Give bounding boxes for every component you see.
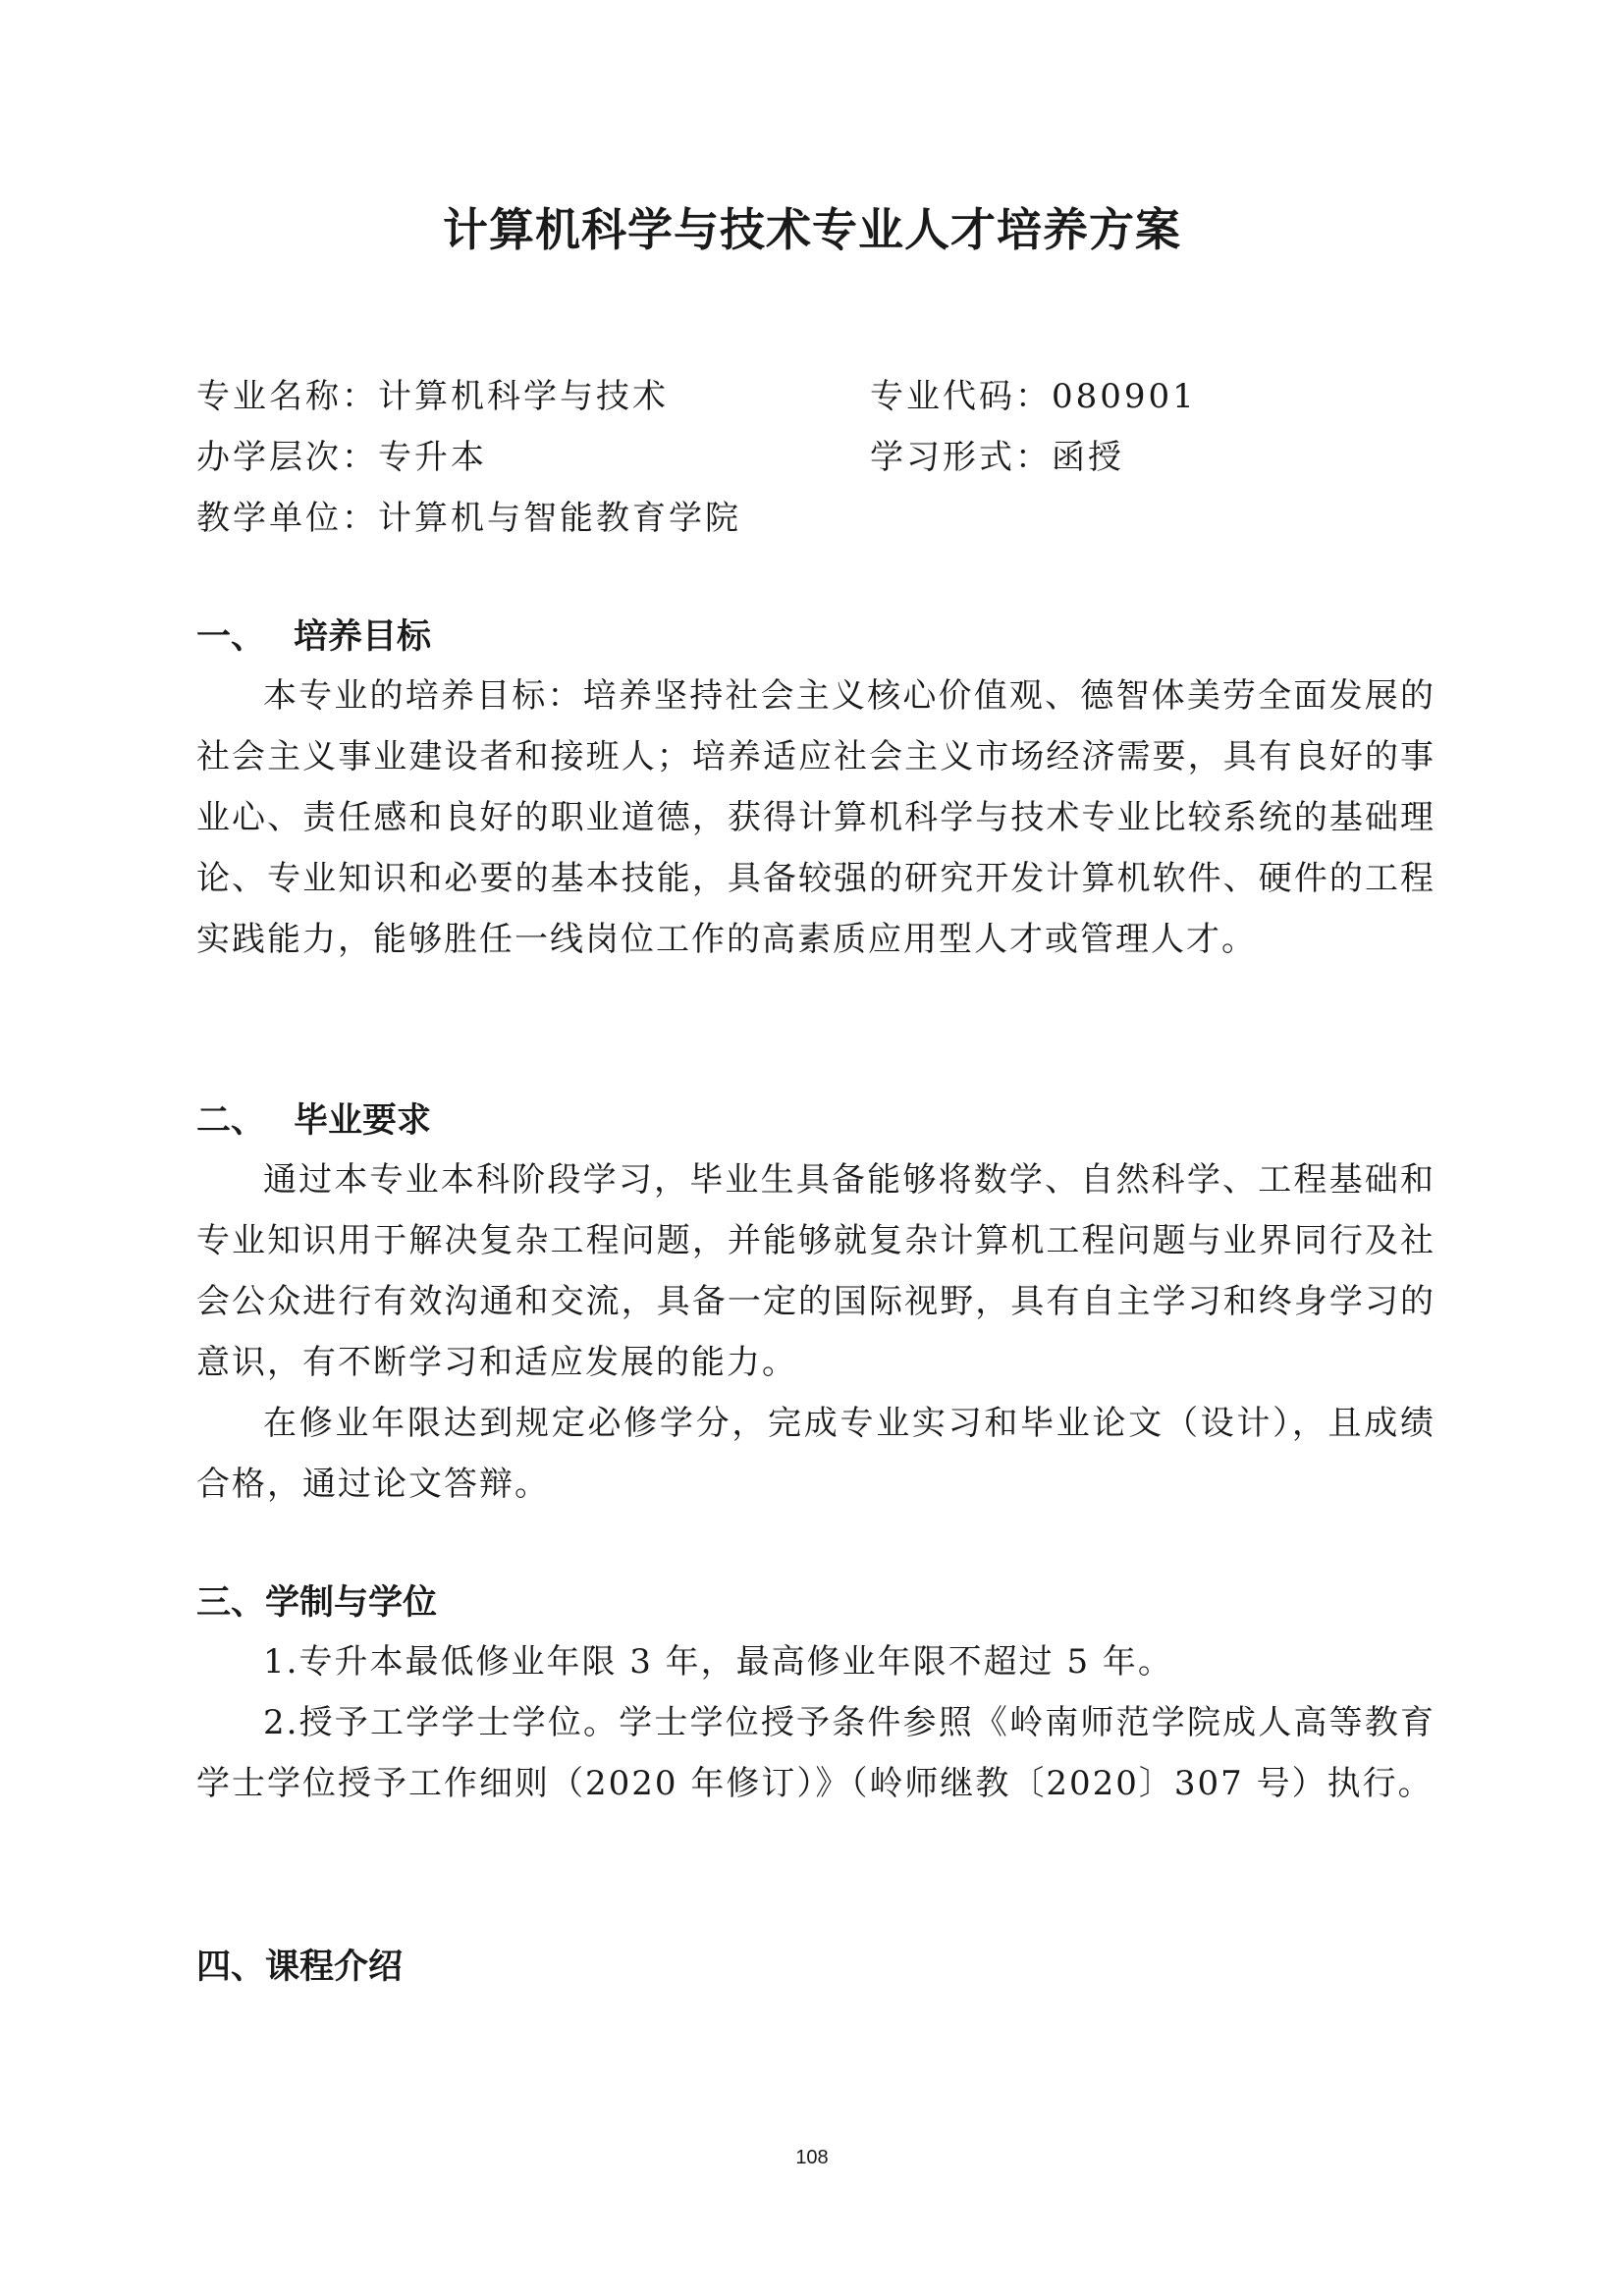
section-number: 四、 [196,1948,266,1987]
paragraph: 在修业年限达到规定必修学分，完成专业实习和毕业论文（设计），且成绩合格，通过论文答辩。 [196,1404,1435,1504]
page-number: 108 [795,2147,829,2168]
section-training-objectives [196,609,1435,970]
info-row [196,366,1434,427]
study-mode: 学习形式：函授 [870,438,1124,477]
section-course-introduction [196,1939,1435,1996]
section-title: 毕业要求 [294,1101,432,1141]
paragraph: 本专业的培养目标：培养坚持社会主义核心价值观、德智体美劳全面发展的社会主义事业建设者和接班人；培养适应社会主义市场经济需要，具有良好的事业心、责任感和良好的职业道德，获得计算机科学与技术专业比较系统的基础理论、专业知识和必要的基本技能，具备较强的研究开发计算机软件、硬件的工程实践能力，能够胜任一线岗位工作的高素质应用型人才或管理人才。 [196,676,1435,959]
section-title: 课程介绍 [265,1948,404,1987]
section-heading [196,1575,1435,1631]
teaching-unit: 教学单位：计算机与智能教育学院 [196,499,741,538]
paragraph: 1.专升本最低修业年限 3 年，最高修业年限不超过 5 年。 [263,1642,1173,1682]
section-number: 三、 [196,1583,266,1623]
education-level: 办学层次：专升本 [196,438,487,477]
info-row [196,488,1434,549]
page-title: 计算机科学与技术专业人才培养方案 [443,203,1181,256]
major-code: 专业代码：080901 [870,377,1197,416]
section-title: 培养目标 [294,617,432,657]
section-number: 二、 [196,1101,266,1141]
section-heading [196,609,1435,666]
section-heading [196,1093,1435,1149]
section-title: 学制与学位 [265,1583,438,1623]
major-name: 专业名称：计算机科学与技术 [196,377,669,416]
info-row [196,427,1434,488]
program-info [196,366,1434,549]
section-duration-and-degree [196,1575,1435,1814]
section-graduation-requirements [196,1093,1435,1515]
paragraph: 通过本专业本科阶段学习，毕业生具备能够将数学、自然科学、工程基础和专业知识用于解决复杂工程问题，并能够就复杂计算机工程问题与业界同行及社会公众进行有效沟通和交流，具备一定的国际视野，具有自主学习和终身学习的意识，有不断学习和适应发展的能力。 [196,1160,1435,1382]
section-heading [196,1939,1435,1996]
paragraph: 2.授予工学学士学位。学士学位授予条件参照《岭南师范学院成人高等教育学士学位授予工作细则（2020 年修订）》（岭师继教〔2020〕307 号）执行。 [196,1703,1435,1803]
section-number: 一、 [196,617,266,657]
